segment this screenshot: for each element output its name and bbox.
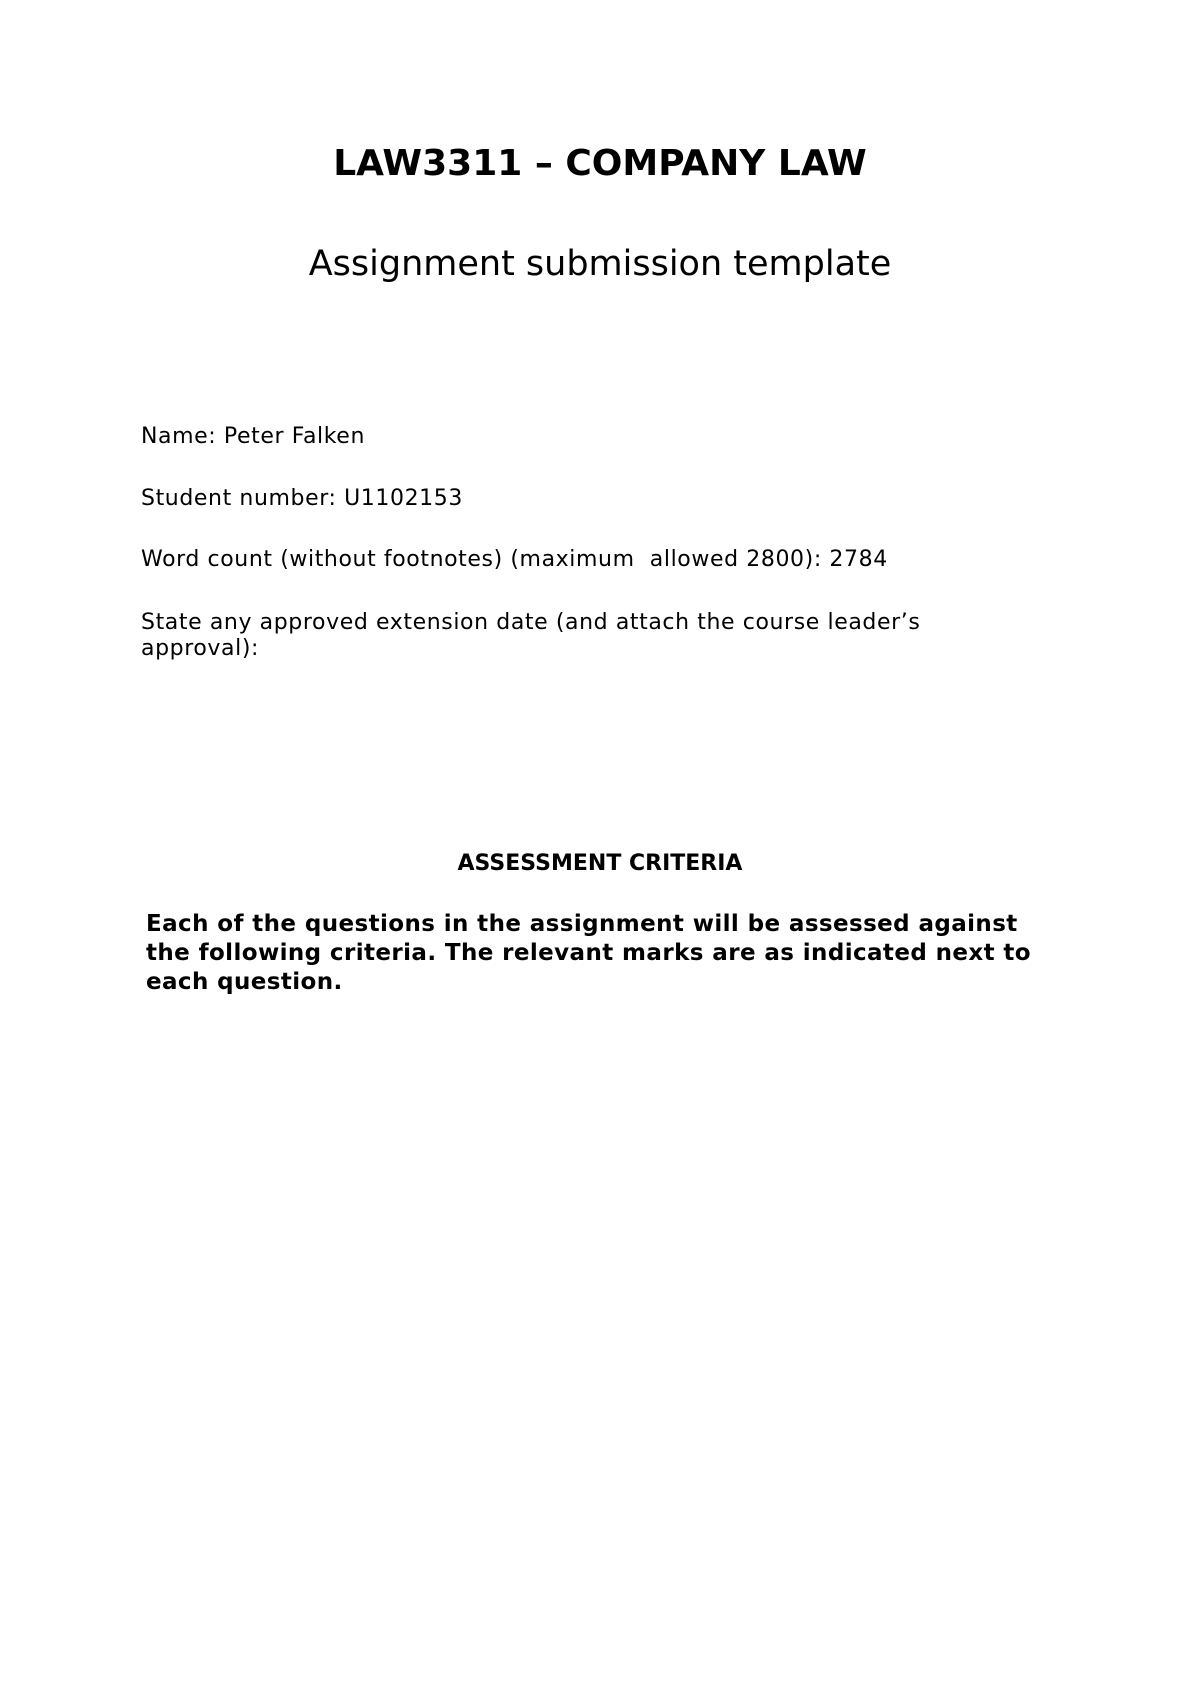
extension-date-field: State any approved extension date (and attach the course leader’s approval): [141,610,921,661]
word-count-field: Word count (without footnotes) (maximum allowed 2800): 2784 [141,547,888,572]
student-name-field: Name: Peter Falken [141,424,365,449]
assessment-criteria-text: Each of the questions in the assignment will be assessed against the following criteria. The relevant marks are as indicated next to each question. [146,911,1031,995]
document-title: LAW3311 – COMPANY LAW [333,143,867,184]
document-subtitle: Assignment submission template [308,244,892,284]
assessment-criteria-heading: ASSESSMENT CRITERIA [457,851,743,876]
student-number-field: Student number: U1102153 [141,486,463,511]
